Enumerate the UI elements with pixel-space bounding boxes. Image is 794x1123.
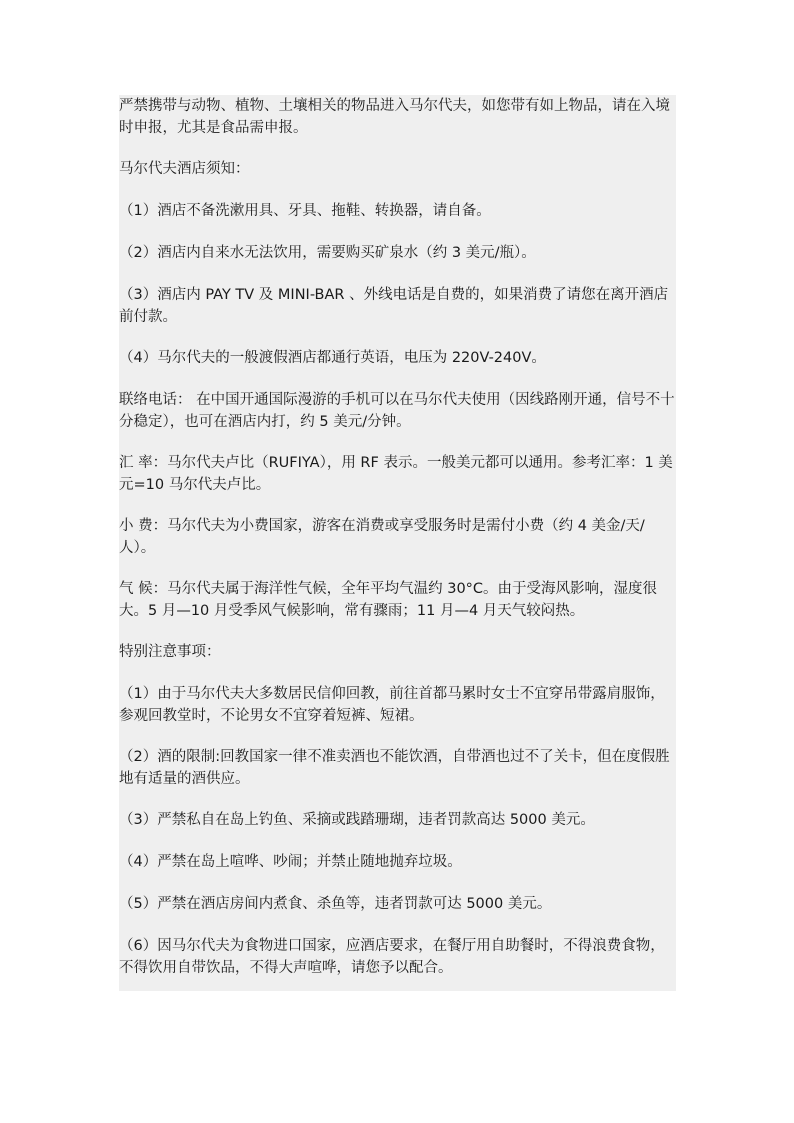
paragraph-special-item-4: （4）严禁在岛上喧哗、吵闹；并禁止随地抛弃垃圾。 bbox=[119, 854, 462, 870]
paragraph-special-item-2: （2）酒的限制:回教国家一律不准卖酒也不能饮酒，自带酒也过不了关卡，但在度假胜地有适量的酒供应。 bbox=[119, 749, 670, 787]
paragraph-hotel-item-1: （1）酒店不备洗漱用具、牙具、拖鞋、转换器，请自备。 bbox=[119, 203, 491, 219]
paragraph-tipping: 小 费：马尔代夫为小费国家，游客在消费或享受服务时是需付小费（约 4 美金/天/人）。 bbox=[119, 518, 645, 556]
paragraph-hotel-item-4: （4）马尔代夫的一般渡假酒店都通行英语，电压为 220V-240V。 bbox=[119, 350, 546, 366]
document-text-block bbox=[119, 95, 676, 991]
paragraph-phone: 联络电话： 在中国开通国际漫游的手机可以在马尔代夫使用（因线路刚开通，信号不十分稳定），也可在酒店内打，约 5 美元/分钟。 bbox=[119, 392, 675, 430]
paragraph-hotel-item-2: （2）酒店内自来水无法饮用，需要购买矿泉水（约 3 美元/瓶）。 bbox=[119, 245, 536, 261]
paragraph-hotel-notice-heading: 马尔代夫酒店须知： bbox=[119, 161, 250, 177]
paragraph-special-item-6: （6）因马尔代夫为食物进口国家，应酒店要求，在餐厅用自助餐时，不得浪费食物，不得饮用自带饮品，不得大声喧哗，请您予以配合。 bbox=[119, 938, 665, 976]
paragraph-hotel-item-3: （3）酒店内 PAY TV 及 MINI-BAR 、外线电话是自费的，如果消费了请您在离开酒店前付款。 bbox=[119, 287, 669, 325]
paragraph-customs-notice: 严禁携带与动物、植物、土壤相关的物品进入马尔代夫，如您带有如上物品，请在入境时申报，尤其是食品需申报。 bbox=[119, 98, 670, 136]
paragraph-special-item-1: （1）由于马尔代夫大多数居民信仰回教，前往首都马累时女士不宜穿吊带露肩服饰，参观回教堂时，不论男女不宜穿着短裤、短裙。 bbox=[119, 686, 665, 724]
paragraph-special-item-3: （3）严禁私自在岛上钓鱼、采摘或践踏珊瑚，违者罚款高达 5000 美元。 bbox=[119, 812, 595, 828]
paragraph-exchange-rate: 汇 率：马尔代夫卢比（RUFIYA），用 RF 表示。一般美元都可以通用。参考汇率：1 美元=10 马尔代夫卢比。 bbox=[119, 455, 673, 493]
paragraph-special-item-5: （5）严禁在酒店房间内煮食、杀鱼等，违者罚款可达 5000 美元。 bbox=[119, 896, 552, 912]
paragraph-climate: 气 候：马尔代夫属于海洋性气候，全年平均气温约 30°C。由于受海风影响，湿度很大。5 月—10 月受季风气候影响，常有骤雨；11 月—4 月天气较闷热。 bbox=[119, 581, 658, 619]
paragraph-special-notes-heading: 特别注意事项： bbox=[119, 644, 221, 660]
